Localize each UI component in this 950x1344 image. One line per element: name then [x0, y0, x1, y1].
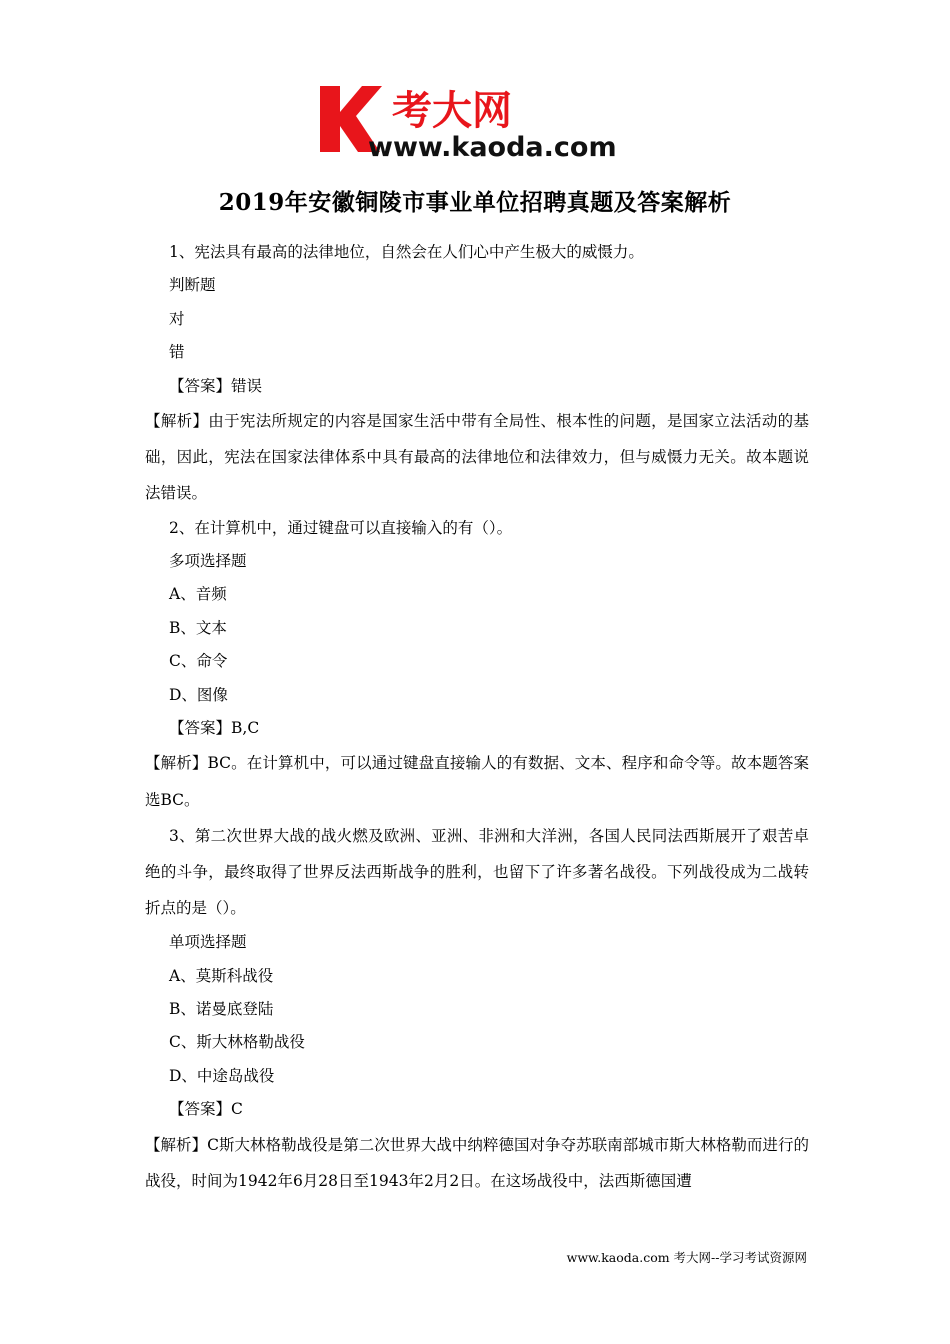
question-2-option-c: C、命令	[169, 652, 228, 671]
question-3-option-d: D、中途岛战役	[169, 1066, 275, 1085]
question-list	[145, 236, 809, 1199]
question-2-option-b: B、文本	[169, 618, 227, 637]
question-2-option-d: D、图像	[169, 685, 228, 704]
kaoda-logo-mark	[318, 82, 638, 160]
question-1-option-1: 对	[169, 309, 185, 328]
question-3-text: 3、第二次世界大战的战火燃及欧洲、亚洲、非洲和大洋洲，各国人民同法西斯展开了艰苦卓绝的斗争，最终取得了世界反法西斯战争的胜利，也留下了许多著名战役。下列战役成为二战转折点的是（）。	[145, 826, 809, 918]
question-3-answer: 【答案】C	[169, 1100, 243, 1119]
question-2-analysis: 【解析】BC。在计算机中，可以通过键盘直接输人的有数据、文本、程序和命令等。故本题答案选BC。	[145, 754, 809, 809]
kaoda-logo	[318, 82, 638, 160]
logo-url-text: www.kaoda.com	[368, 132, 617, 160]
question-3-analysis: 【解析】C斯大林格勒战役是第二次世界大战中纳粹德国对争夺苏联南部城市斯大林格勒而进行的战役，时间为1942年6月28日至1943年2月2日。在这场战役中，法西斯德国遭	[145, 1135, 809, 1190]
document-title: 2019年安徽铜陵市事业单位招聘真题及答案解析	[218, 189, 732, 216]
page-footer: www.kaoda.com 考大网--学习考试资源网	[566, 1250, 807, 1265]
question-1-type: 判断题	[169, 276, 216, 295]
question-1-text: 1、宪法具有最高的法律地位，自然会在人们心中产生极大的威慑力。	[169, 243, 644, 261]
question-3-type: 单项选择题	[169, 933, 247, 952]
question-2-type: 多项选择题	[169, 551, 247, 570]
question-1-option-2: 错	[169, 343, 185, 362]
question-1-answer: 【答案】错误	[169, 376, 263, 395]
question-2-text: 2、在计算机中，通过键盘可以直接输入的有（）。	[169, 518, 513, 537]
question-3-option-c: C、斯大林格勒战役	[169, 1033, 305, 1052]
question-3-option-a: A、莫斯科战役	[169, 966, 274, 985]
question-2-option-a: A、音频	[169, 585, 227, 604]
question-1-analysis: 【解析】由于宪法所规定的内容是国家生活中带有全局性、根本性的问题，是国家立法活动的基础，因此，宪法在国家法律体系中具有最高的法律地位和法律效力，但与威慑力无关。故本题说法错误。	[145, 411, 809, 503]
logo-brand-text: 考大网	[392, 88, 512, 134]
question-2-answer: 【答案】B,C	[169, 718, 260, 737]
question-3-option-b: B、诺曼底登陆	[169, 1000, 274, 1019]
